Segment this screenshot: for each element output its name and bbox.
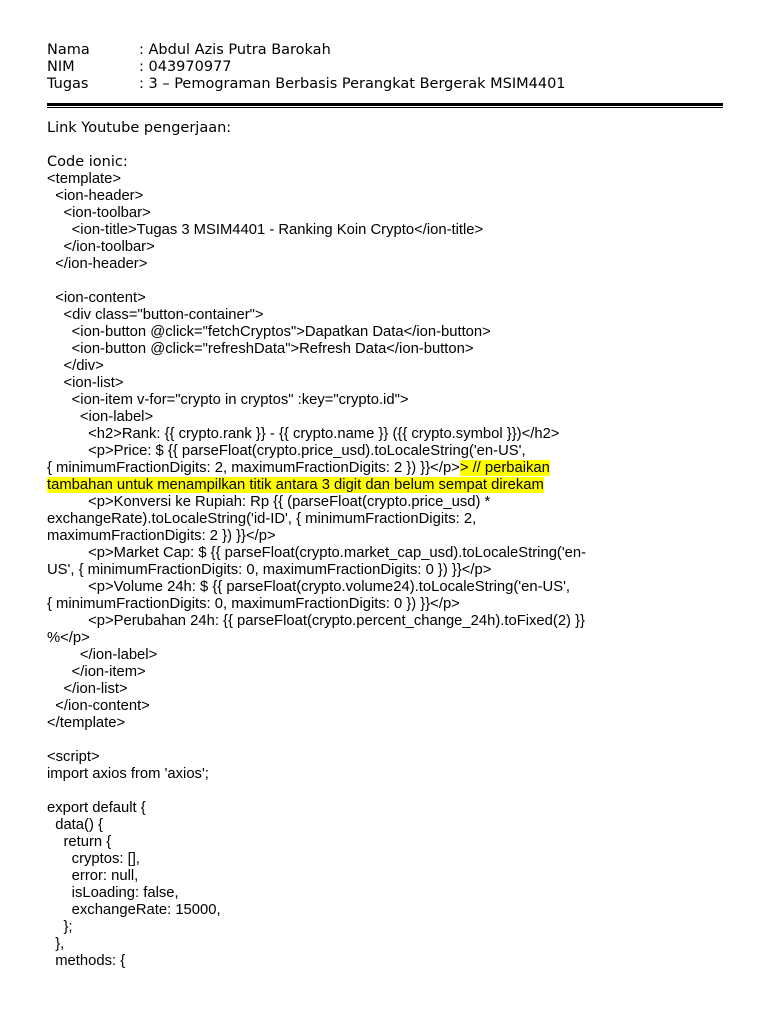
code-line: <p>Price: $ {{ parseFloat(crypto.price_usd).toLocaleString('en-US',: [47, 443, 526, 459]
code-line: <ion-button @click="refreshData">Refresh Data</ion-button>: [47, 341, 474, 357]
code-line: <ion-button @click="fetchCryptos">Dapatkan Data</ion-button>: [47, 324, 491, 340]
info-label: NIM: [47, 59, 75, 75]
code-line: %</p>: [47, 630, 90, 646]
info-row-nim: [47, 59, 723, 76]
code-line: <script>: [47, 749, 100, 765]
info-label: Nama: [47, 42, 90, 58]
code-line: US', { minimumFractionDigits: 0, maximumFractionDigits: 0 }) }}</p>: [47, 562, 492, 578]
code-line: </ion-header>: [47, 256, 148, 272]
code-text: { minimumFractionDigits: 2, maximumFractionDigits: 2 }) }}</p>: [47, 460, 460, 476]
code-line: };: [47, 919, 73, 935]
code-line: <template>: [47, 171, 122, 187]
code-line: </ion-label>: [47, 647, 158, 663]
info-label: Tugas: [47, 76, 89, 92]
highlighted-comment: > // perbaikan: [459, 460, 550, 476]
code-line: [47, 732, 723, 749]
code-line: <p>Perubahan 24h: {{ parseFloat(crypto.percent_change_24h).toFixed(2) }}: [47, 613, 585, 629]
code-line: <ion-header>: [47, 188, 144, 204]
youtube-link-label: Link Youtube pengerjaan:: [47, 120, 232, 136]
code-line: export default {: [47, 800, 146, 816]
code-line: </ion-content>: [47, 698, 150, 714]
code-line: [47, 273, 723, 290]
code-line: { minimumFractionDigits: 0, maximumFractionDigits: 0 }) }}</p>: [47, 596, 460, 612]
info-row-tugas: [47, 76, 723, 93]
code-line: <ion-item v-for="crypto in cryptos" :key="crypto.id">: [47, 392, 409, 408]
code-line: </ion-list>: [47, 681, 128, 697]
code-line: <ion-content>: [47, 290, 146, 306]
code-line: isLoading: false,: [47, 885, 179, 901]
code-line: </ion-item>: [47, 664, 146, 680]
code-line: </ion-toolbar>: [47, 239, 155, 255]
info-header: [47, 42, 723, 93]
info-value: : Abdul Azis Putra Barokah: [139, 42, 331, 58]
code-line: <p>Market Cap: $ {{ parseFloat(crypto.market_cap_usd).toLocaleString('en-: [47, 545, 587, 561]
document-page: [47, 42, 723, 970]
code-line: data() {: [47, 817, 103, 833]
code-line: <p>Konversi ke Rupiah: Rp {{ (parseFloat(crypto.price_usd) *: [47, 494, 491, 510]
header-divider-thin: [47, 107, 723, 108]
code-line: <p>Volume 24h: $ {{ parseFloat(crypto.volume24).toLocaleString('en-US',: [47, 579, 570, 595]
code-line: methods: {: [47, 953, 126, 969]
code-line: </div>: [47, 358, 104, 374]
code-line: [47, 783, 723, 800]
code-line: exchangeRate).toLocaleString('id-ID', { minimumFractionDigits: 2,: [47, 511, 477, 527]
info-value: : 3 – Pemograman Berbasis Perangkat Bergerak MSIM4401: [139, 76, 566, 92]
code-label: Code ionic:: [47, 154, 128, 170]
code-line: <div class="button-container">: [47, 307, 264, 323]
code-line: </template>: [47, 715, 126, 731]
code-line: <ion-label>: [47, 409, 154, 425]
info-value: : 043970977: [139, 59, 232, 75]
code-block: [47, 171, 723, 970]
spacer: [47, 137, 723, 154]
code-line: },: [47, 936, 65, 952]
code-line: return {: [47, 834, 112, 850]
code-line: error: null,: [47, 868, 139, 884]
code-line: <ion-title>Tugas 3 MSIM4401 - Ranking Koin Crypto</ion-title>: [47, 222, 484, 238]
info-row-nama: [47, 42, 723, 59]
code-line-with-comment: [47, 460, 723, 477]
highlighted-comment: tambahan untuk menampilkan titik antara 3 digit dan belum sempat direkam: [47, 477, 544, 493]
code-line: <h2>Rank: {{ crypto.rank }} - {{ crypto.name }} ({{ crypto.symbol }})</h2>: [47, 426, 560, 442]
code-line: maximumFractionDigits: 2 }) }}</p>: [47, 528, 276, 544]
intro-section: [47, 120, 723, 171]
header-divider-thick: [47, 103, 723, 106]
code-line: cryptos: [],: [47, 851, 140, 867]
code-line: import axios from 'axios';: [47, 766, 209, 782]
code-line: exchangeRate: 15000,: [47, 902, 221, 918]
code-line: <ion-list>: [47, 375, 124, 391]
code-line: <ion-toolbar>: [47, 205, 151, 221]
highlighted-comment-line: [47, 477, 723, 494]
